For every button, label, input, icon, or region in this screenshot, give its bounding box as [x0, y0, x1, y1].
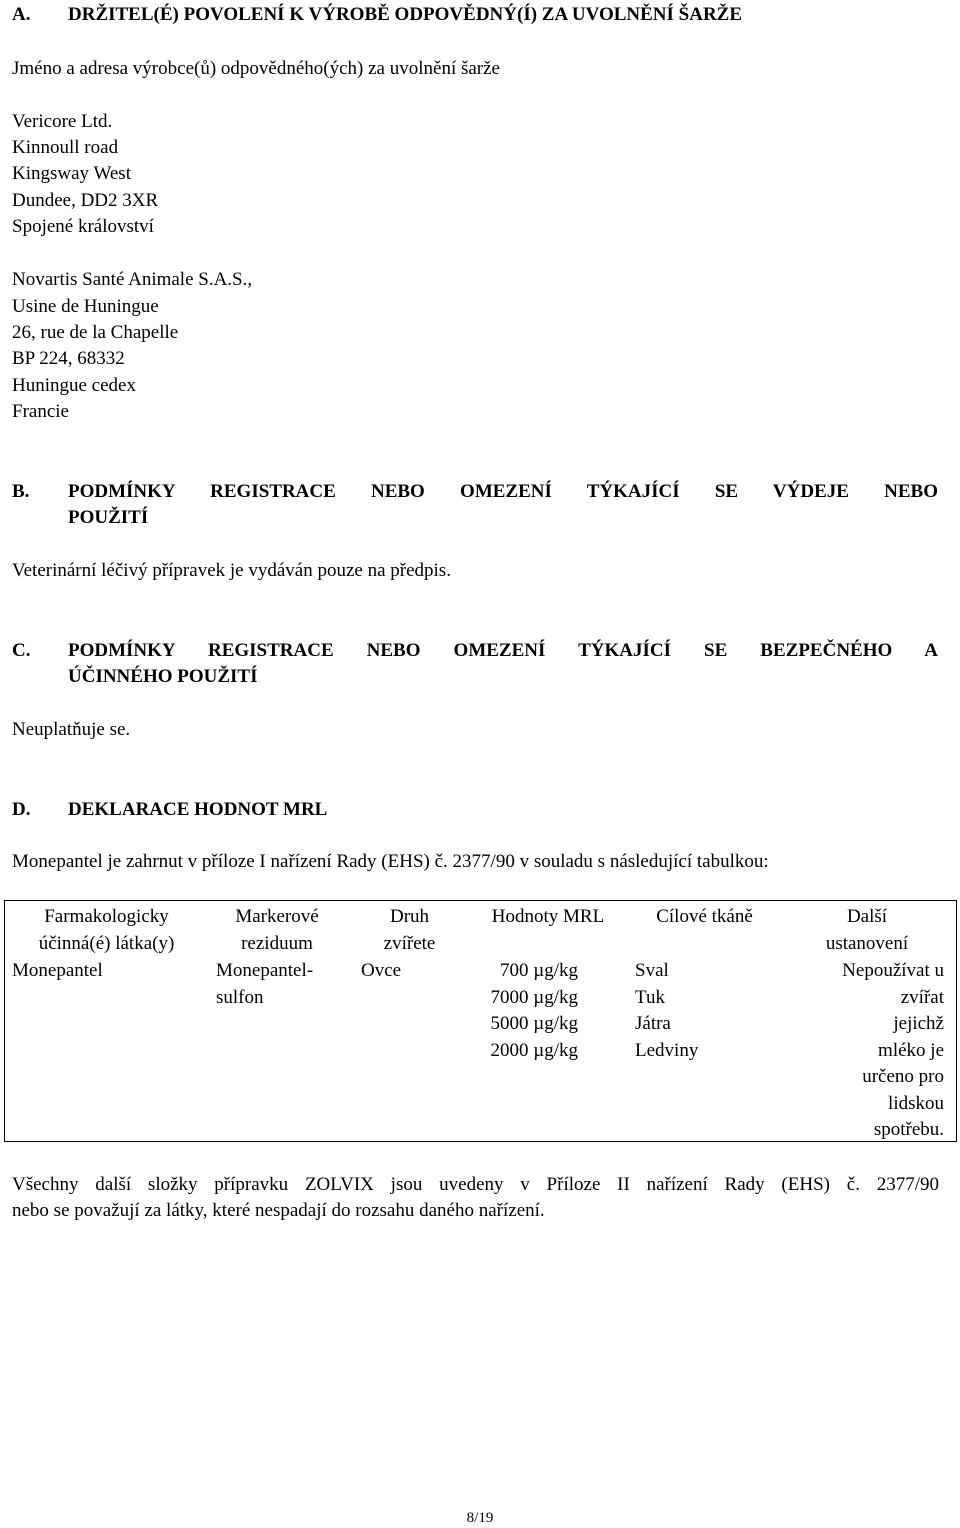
section-c-letter: C.: [12, 640, 31, 661]
cell-substance: Monepantel: [12, 960, 103, 981]
cell-line: jejichž: [893, 1013, 944, 1034]
address-line: Usine de Huningue: [12, 296, 159, 317]
header-line: účinná(é) látka(y): [38, 932, 175, 954]
header-line: Další: [846, 906, 888, 927]
header-species: [367, 904, 452, 957]
section-a-subtitle: Jméno a adresa výrobce(ů) odpovědného(ých) za uvolnění šarže: [12, 58, 500, 79]
header-line: Farmakologicky: [44, 906, 169, 927]
address-line: Dundee, DD2 3XR: [12, 190, 159, 211]
cell-line: 5000 µg/kg: [490, 1013, 578, 1034]
address-line: Spojené království: [12, 216, 154, 237]
header-marker: [217, 904, 337, 957]
header-substance: [19, 904, 194, 957]
cell-species: Ovce: [361, 960, 402, 981]
header-provisions: [793, 904, 941, 957]
header-line: reziduum: [241, 932, 313, 954]
cell-line: 7000 µg/kg: [490, 986, 578, 1008]
section-b-title-line1: PODMÍNKY REGISTRACE NEBO OMEZENÍ TÝKAJÍCÍ SE VÝDEJE NEBO: [68, 481, 938, 502]
section-a-letter: A.: [12, 4, 31, 25]
section-b-title-line2: POUŽITÍ: [68, 507, 149, 528]
header-line: Cílové tkáně: [656, 906, 753, 927]
cell-line: Monepantel-: [216, 960, 314, 981]
header-line: Markerové: [235, 906, 319, 927]
header-mrl: [473, 904, 623, 931]
header-line: Druh: [389, 906, 430, 927]
header-line: zvířete: [383, 932, 436, 954]
address-line: Francie: [12, 401, 69, 422]
cell-line: mléko je: [878, 1039, 944, 1061]
section-b-letter: B.: [12, 481, 30, 502]
section-d-footer-line1: Všechny další složky přípravku ZOLVIX jsou uvedeny v Příloze II nařízení Rady (EHS) č. 2377/90: [12, 1174, 939, 1195]
cell-line: spotřebu.: [873, 1119, 944, 1140]
cell-line: lidskou: [888, 1092, 944, 1114]
address-line: Vericore Ltd.: [12, 111, 113, 132]
address-line: Kingsway West: [12, 163, 131, 184]
address-line: BP 224, 68332: [12, 348, 125, 369]
cell-line: určeno pro: [862, 1066, 944, 1087]
section-c-title-line2: ÚČINNÉHO POUŽITÍ: [68, 666, 258, 687]
header-tissues: [637, 904, 772, 931]
address-line: Kinnoull road: [12, 137, 119, 158]
cell-tissues: [635, 958, 698, 1064]
section-d-footer-line2: nebo se považují za látky, které nespadají do rozsahu daného nařízení.: [12, 1200, 545, 1221]
section-b-text: Veterinární léčivý přípravek je vydáván pouze na předpis.: [12, 560, 451, 581]
header-line: ustanovení: [825, 932, 909, 954]
cell-line: Játra: [635, 1013, 671, 1034]
cell-line: zvířat: [900, 986, 944, 1008]
address-line: 26, rue de la Chapelle: [12, 322, 179, 343]
cell-line: Ledviny: [635, 1039, 699, 1061]
section-d-letter: D.: [12, 799, 31, 820]
address-line: Huningue cedex: [12, 375, 136, 396]
cell-line: 700 µg/kg: [500, 960, 578, 981]
cell-provisions: [788, 958, 944, 1144]
cell-line: Tuk: [635, 986, 665, 1008]
page-number: 8/19: [466, 1510, 494, 1526]
cell-line: sulfon: [216, 986, 264, 1008]
cell-mrl: [473, 958, 578, 1064]
section-d-intro: Monepantel je zahrnut v příloze I nařízení Rady (EHS) č. 2377/90 v souladu s následující tabulkou:: [12, 851, 769, 872]
section-c-text: Neuplatňuje se.: [12, 719, 131, 740]
section-c-title-line1: PODMÍNKY REGISTRACE NEBO OMEZENÍ TÝKAJÍCÍ SE BEZPEČNÉHO A: [68, 640, 938, 661]
cell-line: 2000 µg/kg: [490, 1039, 578, 1061]
cell-marker: [216, 958, 313, 1011]
section-a-title: DRŽITEL(É) POVOLENÍ K VÝROBĚ ODPOVĚDNÝ(Í) ZA UVOLNĚNÍ ŠARŽE: [68, 4, 743, 25]
mrl-table: [4, 900, 957, 1142]
section-d-title: DEKLARACE HODNOT MRL: [68, 799, 328, 820]
cell-line: Nepoužívat u: [842, 960, 944, 981]
address-line: Novartis Santé Animale S.A.S.,: [12, 269, 253, 290]
cell-line: Sval: [635, 960, 669, 981]
header-line: Hodnoty MRL: [491, 906, 605, 927]
